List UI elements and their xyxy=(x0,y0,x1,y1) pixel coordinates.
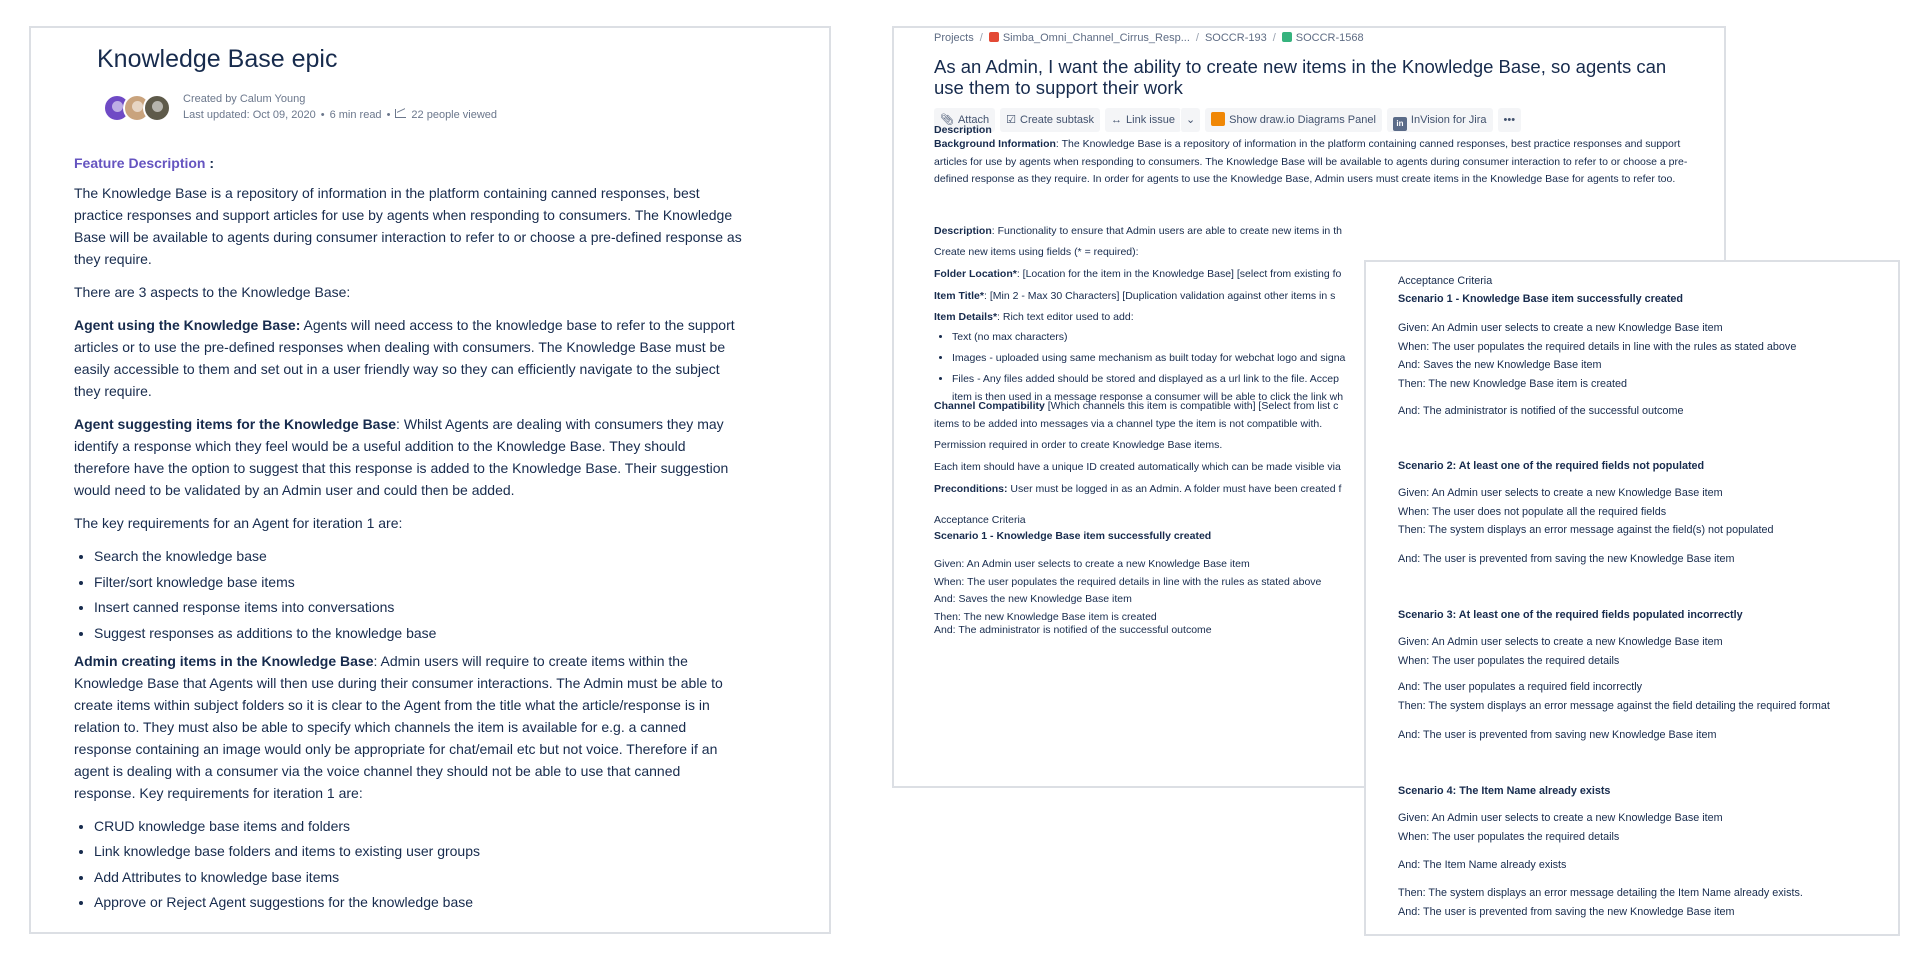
scenario-3-title-text: Scenario 3: At least one of the required fields populated incorrectly xyxy=(1398,609,1743,621)
feature-description-heading xyxy=(74,152,744,174)
scenario-step: Then: The new Knowledge Base item is created xyxy=(1398,377,1628,390)
list-item: • Approve or Reject Agent suggestions for the knowledge base xyxy=(94,891,744,913)
invision-icon: in xyxy=(1393,117,1407,131)
scenario-step: And: The user is prevented from saving the new Knowledge Base item xyxy=(1398,905,1735,918)
scenario-step: And: The user populates a required field incorrectly xyxy=(1398,681,1643,693)
breadcrumb-project[interactable]: Simba_Omni_Channel_Cirrus_Resp... xyxy=(1002,32,1190,44)
list-item: • Images - uploaded using same mechanism as built today for webchat logo and signa xyxy=(952,350,1714,368)
scenario-step: When: The user populates the required details in line with the rules as stated above xyxy=(1398,340,1797,353)
list-item: • Text (no max characters) xyxy=(952,329,1714,347)
list-item: • CRUD knowledge base items and folders xyxy=(94,815,744,837)
meta-separator: • xyxy=(386,109,391,121)
list-item: • Add Attributes to knowledge base items xyxy=(94,866,744,888)
subtask-icon: ☑ xyxy=(1006,114,1017,126)
description-field[interactable] xyxy=(934,136,1704,189)
list-item: • Filter/sort knowledge base items xyxy=(94,571,744,593)
acceptance-criteria-panel xyxy=(1364,260,1900,936)
admin-text: : Admin users will require to create items within the Knowledge Base that Agents will then use during their consumer interactions. The Admin must be able to create items within subject folders so it is clear to the Agent from the title what the article/response is in relation to. They must also be able to specify which channels the item is available for e.g. a canned response containing an image would only be appropriate for chat/email etc but not voice. Therefore if an agent is dealing with a consumer via the voice channel they should not be able to use that canned response. Key requirements for iteration 1 are: xyxy=(74,652,723,801)
link-issue-label: Link issue xyxy=(1126,114,1175,126)
scenario-3-title xyxy=(1398,606,1888,625)
files-text: Files - Any files added should be stored and displayed as a url link to the file. Accep xyxy=(952,373,1339,386)
drawio-label: Show draw.io Diagrams Panel xyxy=(1229,114,1376,126)
intro-paragraph: The Knowledge Base is a repository of information in the platform containing canned responses, best practice responses and support articles for use by agents when responding to consumers. The Knowledge Base will be available to agents during consumer interaction to refer to or choose a pre-defined response as they require. xyxy=(74,185,742,267)
feature-heading-colon: : xyxy=(209,155,215,171)
analytics-icon xyxy=(395,109,406,118)
last-updated[interactable]: Last updated: Oct 09, 2020 xyxy=(183,109,316,121)
breadcrumb-separator: / xyxy=(1272,32,1276,44)
confluence-page-panel xyxy=(29,26,831,934)
scenario-4-mid: And: The Item Name already exists xyxy=(1398,859,1567,871)
admin-requirements-list xyxy=(74,815,744,914)
list-item: • Search the knowledge base xyxy=(94,545,744,567)
background-text: : The Knowledge Base is a repository of information in the platform containing canned responses, best practice responses and support articles for use by agents when responding to consumers. The Knowledge Base will be available to agents during consumer interaction to refer to or choose a pre-defined response as they require. In order for agents to use the Knowledge Base, Admin users must create items in the Knowledge Base for agents to refer too. xyxy=(934,138,1688,186)
list-item: • Insert canned response items into conversations xyxy=(94,596,744,618)
chevron-down-icon: ⌄ xyxy=(1185,114,1196,126)
scenario-step: When: The user populates the required details xyxy=(1398,830,1620,843)
scenario-3-steps-b xyxy=(1398,678,1888,715)
scenario-step: Given: An Admin user selects to create a new Knowledge Base item xyxy=(1398,812,1723,824)
preconditions-label: Preconditions: xyxy=(934,483,1008,495)
feature-heading-text: Feature Description xyxy=(74,155,206,171)
invision-label: InVision for Jira xyxy=(1410,114,1487,126)
agent-requirements-list xyxy=(74,545,744,644)
attach-label: Attach xyxy=(957,114,990,126)
channel-label: Channel Compatibility xyxy=(934,400,1045,412)
scenario-4-title xyxy=(1398,782,1888,801)
page-meta xyxy=(183,109,497,121)
item-details-label: Item Details* xyxy=(934,311,998,323)
folder-label: Folder Location* xyxy=(934,268,1017,280)
unique-id-line: Each item should have a unique ID created automatically which can be made visible via xyxy=(934,461,1341,473)
scenario-1-title-text: Scenario 1 - Knowledge Base item successfully created xyxy=(934,530,1212,542)
description-heading-text: Description xyxy=(934,124,992,136)
background-label: Background Information xyxy=(934,138,1056,150)
scenario-step: And: Saves the new Knowledge Base item xyxy=(1398,359,1602,371)
breadcrumb-issue[interactable]: SOCCR-1568 xyxy=(1295,32,1364,44)
list-item: • Link knowledge base folders and items to existing user groups xyxy=(94,840,744,862)
scenario-4-steps-b xyxy=(1398,884,1888,921)
story-icon xyxy=(1282,32,1292,42)
scenario-step: Then: The system displays an error message detailing the Item Name already exists. xyxy=(1398,887,1803,899)
description-line xyxy=(934,223,1714,241)
scenario-1-steps xyxy=(1398,319,1888,393)
avatar[interactable] xyxy=(143,94,171,122)
scenario-4-title-text: Scenario 4: The Item Name already exists xyxy=(1398,785,1611,797)
list-item: • Suggest responses as additions to the knowledge base xyxy=(94,622,744,644)
agent-using-text: Agents will need access to the knowledge base to refer to the support articles or to use the pre-defined responses when dealing with consumers. The Knowledge Base must be easily accessible to them and set out in a user friendly way so they can efficiently navigate to the subject they require. xyxy=(74,317,735,399)
issue-title[interactable]: As an Admin, I want the ability to create new items in the Knowledge Base, so agents can use them to support their work xyxy=(934,56,1667,98)
avatar-face-icon xyxy=(132,101,143,112)
aspects-paragraph: There are 3 aspects to the Knowledge Base: xyxy=(74,284,351,300)
breadcrumb-separator: / xyxy=(979,32,983,44)
desc-text: : Functionality to ensure that Admin users are able to create new items in th xyxy=(991,225,1342,237)
scenario-step: Given: An Admin user selects to create a new Knowledge Base item xyxy=(934,558,1250,570)
scenario-1-title-text: Scenario 1 - Knowledge Base item successfully created xyxy=(1398,293,1684,305)
item-title-text: : [Min 2 - Max 30 Characters] [Duplication validation against other items in s xyxy=(984,290,1336,302)
link-icon: ↔ xyxy=(1111,114,1123,126)
scenario-step: Given: An Admin user selects to create a new Knowledge Base item xyxy=(1398,636,1723,648)
scenario-step: Then: The system displays an error message against the field detailing the required format xyxy=(1398,699,1830,712)
scenario-3-outcome: And: The user is prevented from saving new Knowledge Base item xyxy=(1398,729,1717,741)
acceptance-criteria-heading: Acceptance Criteria xyxy=(1398,275,1493,287)
scenario-3-steps xyxy=(1398,633,1888,670)
admin-label: Admin creating items in the Knowledge Base xyxy=(74,652,374,669)
agent-suggest-paragraph xyxy=(74,413,744,501)
desc-label: Description xyxy=(934,225,992,237)
breadcrumb-separator: / xyxy=(1195,32,1199,44)
scenario-1-title xyxy=(1398,290,1888,309)
channel-text: [Which channels this item is compatible with] [Select from list c xyxy=(1044,400,1339,412)
agent-using-paragraph xyxy=(74,314,744,402)
agent-requirements-intro: The key requirements for an Agent for iteration 1 are: xyxy=(74,515,403,531)
admin-paragraph xyxy=(74,650,744,804)
scenario-step: Given: An Admin user selects to create a new Knowledge Base item xyxy=(1398,322,1723,334)
breadcrumb-parent[interactable]: SOCCR-193 xyxy=(1204,32,1267,44)
acceptance-criteria-heading: Acceptance Criteria xyxy=(934,514,1026,526)
breadcrumb-projects[interactable]: Projects xyxy=(934,32,974,44)
project-icon xyxy=(989,32,999,42)
agent-suggest-label: Agent suggesting items for the Knowledge Base xyxy=(74,416,397,432)
create-subtask-label: Create subtask xyxy=(1020,114,1095,126)
scenario-2-outcome: And: The user is prevented from saving the new Knowledge Base item xyxy=(1398,553,1735,565)
item-title-label: Item Title* xyxy=(934,290,984,302)
scenario-1-outcome: And: The administrator is notified of the successful outcome xyxy=(1398,405,1684,417)
created-by[interactable]: Created by Calum Young xyxy=(183,93,306,105)
create-fields-line: Create new items using fields (* = required): xyxy=(934,246,1139,258)
views-count[interactable]: 22 people viewed xyxy=(411,109,498,121)
permission-line: Permission required in order to create Knowledge Base items. xyxy=(934,439,1223,451)
files-continued: item is then used in a message response a consumer will be able to click the link wh xyxy=(952,390,1344,403)
paperclip-icon: 📎︎ xyxy=(940,114,954,126)
scenario-4-steps xyxy=(1398,809,1888,846)
read-time: 6 min read xyxy=(329,109,382,121)
scenario-step: When: The user does not populate all the required fields xyxy=(1398,505,1667,518)
channel-continued: items to be added into messages via a channel type the item is not compatible with. xyxy=(934,417,1323,430)
scenario-2-steps xyxy=(1398,484,1888,540)
scenario-1-outcome: And: The administrator is notified of the successful outcome xyxy=(934,624,1212,636)
avatar-face-icon xyxy=(112,101,123,112)
preconditions-text: User must be logged in as an Admin. A folder must have been created f xyxy=(1007,483,1342,495)
meta-separator: • xyxy=(320,109,325,121)
scenario-step: When: The user populates the required details in line with the rules as stated above xyxy=(934,575,1322,588)
scenario-step: And: Saves the new Knowledge Base item xyxy=(934,593,1132,606)
item-details-text: : Rich text editor used to add: xyxy=(997,311,1134,323)
scenario-2-title xyxy=(1398,457,1888,476)
contributor-avatars[interactable] xyxy=(103,94,173,124)
folder-text: : [Location for the item in the Knowledge Base] [select from existing fo xyxy=(1016,268,1342,280)
page-title: Knowledge Base epic xyxy=(97,45,338,73)
more-icon: ••• xyxy=(1503,114,1516,126)
scenario-step: Then: The new Knowledge Base item is created xyxy=(934,610,1157,623)
scenario-2-title-text: Scenario 2: At least one of the required fields not populated xyxy=(1398,460,1705,472)
scenario-step: When: The user populates the required details xyxy=(1398,654,1620,667)
avatar-face-icon xyxy=(152,101,163,112)
agent-using-label: Agent using the Knowledge Base: xyxy=(74,317,301,333)
scenario-step: Given: An Admin user selects to create a new Knowledge Base item xyxy=(1398,487,1723,499)
breadcrumb xyxy=(934,32,1364,44)
page-body xyxy=(74,152,744,919)
scenario-step: Then: The system displays an error message against the field(s) not populated xyxy=(1398,524,1774,536)
agent-suggest-text: : Whilst Agents are dealing with consumers they may identify a response which they feel would be a useful addition to the Knowledge Base. They should therefore have the option to suggest that this response is added to the Knowledge Base. Their suggestion would need to be validated by an Admin user and could then be added. xyxy=(74,416,729,498)
